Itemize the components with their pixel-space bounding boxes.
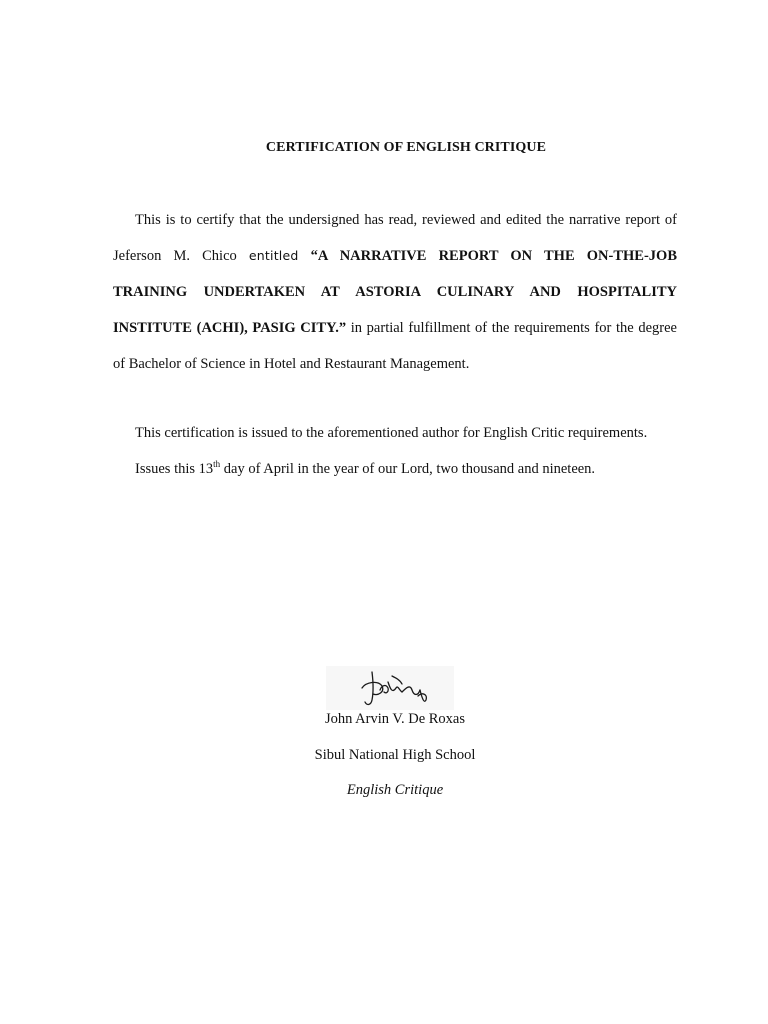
issue-date-before: Issues this 13 bbox=[135, 461, 214, 477]
issue-date-statement bbox=[135, 461, 595, 478]
paragraph-text-before: This is to certify that the undersigned has read, reviewed and edited the narrative report of Jeferson M. Chico bbox=[113, 212, 677, 264]
handwritten-signature bbox=[326, 666, 454, 710]
entitled-word: entitled bbox=[248, 248, 299, 263]
signatory-role: English Critique bbox=[346, 782, 444, 798]
document-title: CERTIFICATION OF ENGLISH CRITIQUE bbox=[265, 140, 547, 155]
signatory-school: Sibul National High School bbox=[314, 747, 476, 763]
certification-paragraph bbox=[113, 202, 677, 382]
issue-date-after: day of April in the year of our Lord, two thousand and nineteen. bbox=[220, 461, 596, 477]
issuance-statement: This certification is issued to the aforementioned author for English Critic requirements. bbox=[135, 425, 648, 441]
paragraph-text-after: in partial fulfillment of the requirements for the degree of Bachelor of Science in Hotel and Restaurant Management. bbox=[113, 320, 677, 372]
signatory-name: John Arvin V. De Roxas bbox=[324, 711, 466, 727]
report-title: “A NARRATIVE REPORT ON THE ON-THE-JOB TRAINING UNDERTAKEN AT ASTORIA CULINARY AND HOSPITALITY INSTITUTE (ACHI), PASIG CITY.” bbox=[113, 248, 678, 336]
day-superscript: th bbox=[213, 459, 221, 470]
